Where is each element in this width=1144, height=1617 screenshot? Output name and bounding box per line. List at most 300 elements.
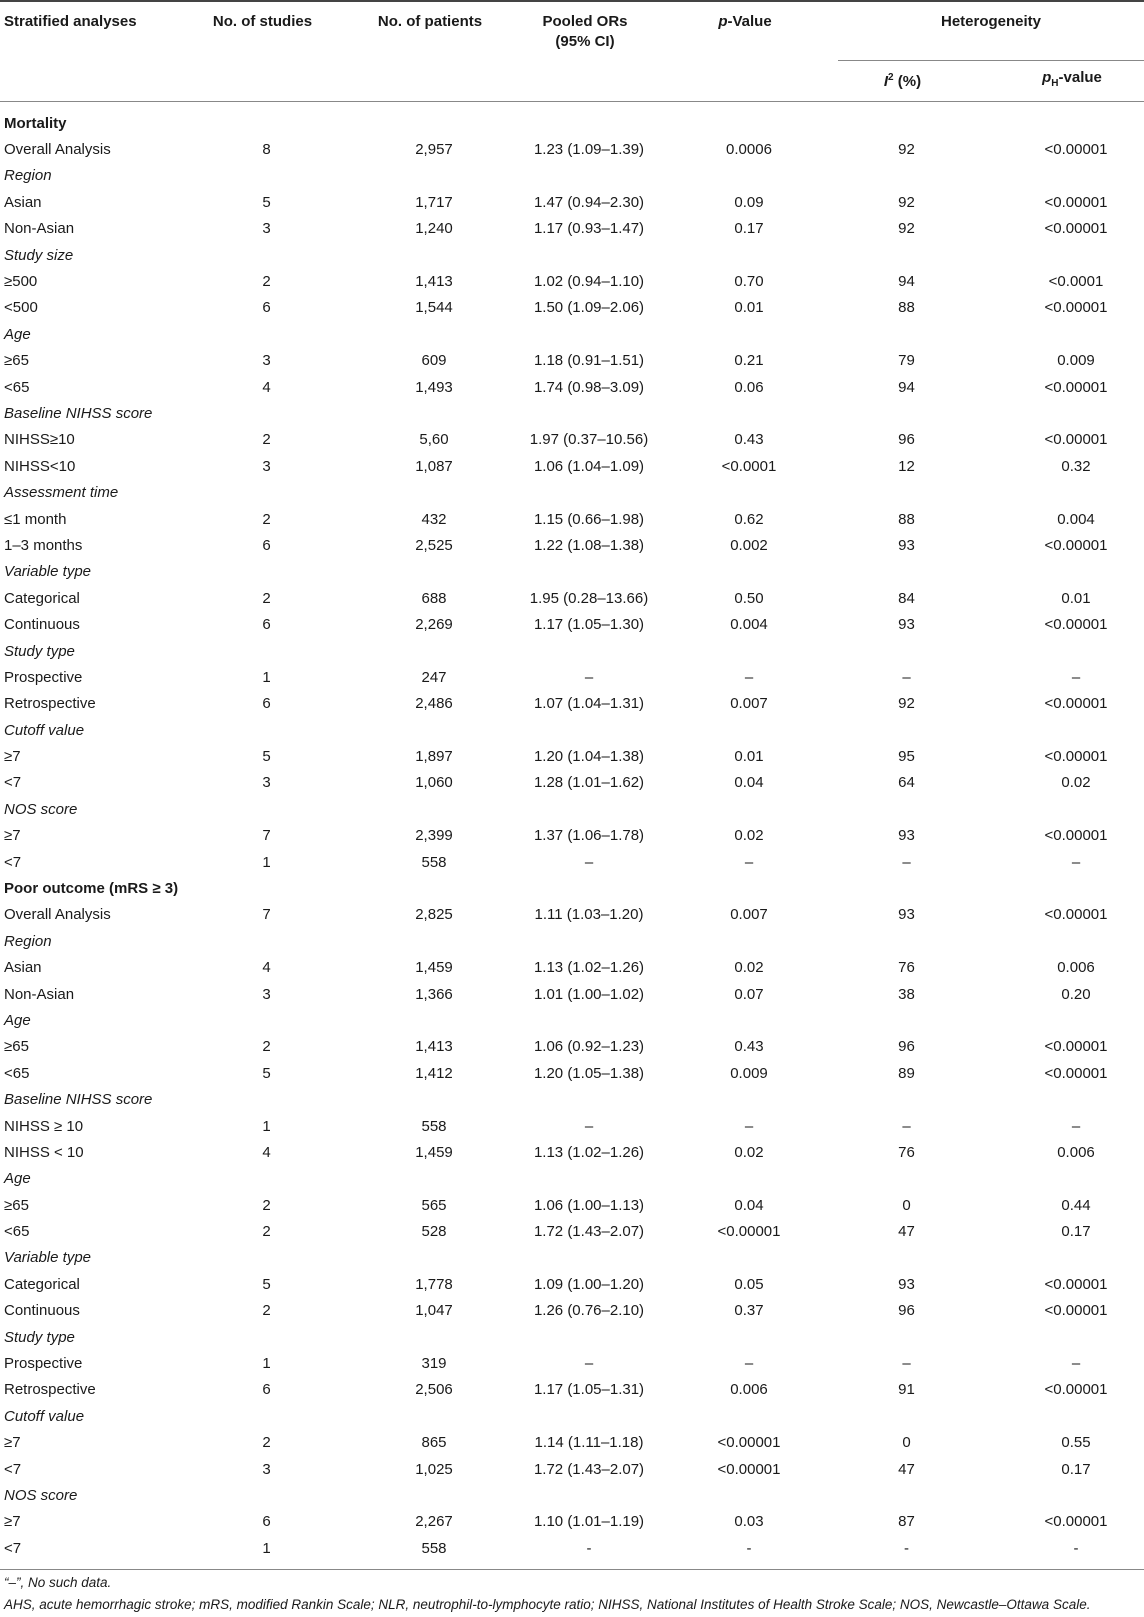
ph-value-cell: 0.20 bbox=[1061, 985, 1091, 1003]
patients-cell bbox=[379, 875, 489, 901]
pooled-or-cell: – bbox=[584, 853, 594, 871]
p-value-cell: 0.04 bbox=[734, 1196, 764, 1214]
studies-cell: 6 bbox=[262, 616, 271, 634]
studies-cell bbox=[154, 163, 379, 189]
p-value-cell: 0.02 bbox=[734, 1143, 764, 1161]
ph-value-cell: – bbox=[1071, 668, 1081, 686]
pooled-or-cell: 1.26 (0.76–2.10) bbox=[533, 1302, 645, 1320]
studies-cell: 1 bbox=[262, 1117, 271, 1135]
ph-value-cell bbox=[1004, 717, 1144, 743]
p-value-cell: 0.07 bbox=[734, 985, 764, 1003]
table-row bbox=[0, 1218, 1144, 1244]
i2-cell bbox=[809, 479, 1004, 505]
row-label: Assessment time bbox=[4, 484, 119, 502]
patients-cell bbox=[379, 1166, 489, 1192]
pooled-or-cell: 1.37 (1.06–1.78) bbox=[533, 827, 645, 845]
ph-value-cell: <0.00001 bbox=[1044, 378, 1108, 396]
i2-cell: - bbox=[904, 1539, 909, 1557]
patients-cell bbox=[379, 796, 489, 822]
i2-cell bbox=[809, 163, 1004, 189]
table-row bbox=[0, 1535, 1144, 1561]
footnote-abbreviations: AHS, acute hemorrhagic stroke; mRS, modified Rankin Scale; NLR, neutrophil-to-lymphocyte ratio; NIHSS, National Institutes of Health Stroke Scale; NOS, Newcastle–Ottawa Scale. bbox=[4, 1597, 1091, 1612]
ph-value-cell: 0.17 bbox=[1061, 1223, 1091, 1241]
row-label: Age bbox=[4, 1170, 31, 1188]
table-row bbox=[0, 611, 1144, 637]
row-label: ≥65 bbox=[4, 352, 29, 370]
studies-cell bbox=[154, 796, 379, 822]
patients-cell: 565 bbox=[421, 1196, 447, 1214]
row-label: Cutoff value bbox=[4, 1407, 85, 1425]
p-value-cell: 0.007 bbox=[730, 695, 768, 713]
table-row bbox=[0, 1139, 1144, 1165]
row-label: Mortality bbox=[4, 114, 67, 132]
p-value-cell bbox=[689, 928, 809, 954]
patients-cell: 1,544 bbox=[415, 299, 453, 317]
row-label: Asian bbox=[4, 193, 42, 211]
ph-value-cell: <0.00001 bbox=[1044, 193, 1108, 211]
row-label: NOS score bbox=[4, 1487, 78, 1504]
studies-cell: 3 bbox=[262, 985, 271, 1003]
p-value-cell bbox=[689, 479, 809, 505]
p-value-cell: 0.004 bbox=[730, 616, 768, 634]
row-label: ≥7 bbox=[4, 1513, 21, 1531]
studies-cell: 3 bbox=[262, 352, 271, 370]
ph-value-cell: <0.00001 bbox=[1044, 536, 1108, 554]
studies-cell bbox=[154, 1403, 379, 1429]
p-value-cell: 0.02 bbox=[734, 827, 764, 845]
p-value-cell: 0.05 bbox=[734, 1275, 764, 1293]
pooled-or-cell: – bbox=[584, 1117, 594, 1135]
i2-cell: 88 bbox=[898, 510, 915, 528]
pooled-or-cell: 1.74 (0.98–3.09) bbox=[533, 378, 645, 396]
patients-cell: 1,087 bbox=[415, 457, 453, 475]
patients-cell: 1,366 bbox=[415, 985, 453, 1003]
studies-cell bbox=[154, 928, 379, 954]
row-label: ≤1 month bbox=[4, 510, 67, 528]
patients-cell bbox=[379, 717, 489, 743]
i2-cell bbox=[809, 638, 1004, 664]
ph-value-cell: 0.004 bbox=[1057, 510, 1095, 528]
row-label: Age bbox=[4, 1011, 31, 1029]
header-i2-rest: (%) bbox=[893, 73, 922, 90]
pooled-or-cell: 1.06 (1.00–1.13) bbox=[533, 1196, 645, 1214]
i2-cell bbox=[809, 1007, 1004, 1033]
p-value-cell bbox=[689, 242, 809, 268]
pooled-or-cell: 1.14 (1.11–1.18) bbox=[534, 1434, 644, 1452]
studies-cell bbox=[154, 1245, 379, 1271]
studies-cell: 4 bbox=[262, 1143, 271, 1161]
i2-cell: 76 bbox=[898, 1143, 915, 1161]
p-value-cell: - bbox=[746, 1539, 752, 1557]
p-value-cell bbox=[689, 1086, 809, 1112]
ph-value-cell bbox=[1004, 110, 1144, 136]
p-value-cell: 0.007 bbox=[730, 906, 768, 924]
row-label: Prospective bbox=[4, 668, 83, 686]
ph-value-cell: <0.00001 bbox=[1044, 1513, 1108, 1531]
section-header-row bbox=[0, 110, 1144, 136]
p-value-cell bbox=[689, 1166, 809, 1192]
i2-cell bbox=[809, 1166, 1004, 1192]
pooled-or-cell bbox=[489, 110, 689, 136]
section-header-row bbox=[0, 875, 1144, 901]
pooled-or-cell: 1.18 (0.91–1.51) bbox=[533, 352, 645, 370]
header-ph-rest: -value bbox=[1058, 69, 1102, 86]
p-value-cell bbox=[689, 163, 809, 189]
p-value-cell: 0.009 bbox=[730, 1064, 768, 1082]
studies-cell: 5 bbox=[262, 748, 271, 766]
studies-cell: 2 bbox=[262, 589, 271, 607]
patients-cell: 558 bbox=[421, 853, 447, 871]
i2-cell: 96 bbox=[898, 1302, 915, 1320]
p-value-cell bbox=[689, 400, 809, 426]
ph-value-cell bbox=[1004, 1245, 1144, 1271]
i2-cell: – bbox=[902, 1117, 911, 1135]
subgroup-header-row bbox=[0, 1007, 1144, 1033]
subgroup-header-row bbox=[0, 163, 1144, 189]
pooled-or-cell: 1.06 (0.92–1.23) bbox=[533, 1038, 645, 1056]
p-value-cell: 0.50 bbox=[734, 589, 764, 607]
table-row bbox=[0, 585, 1144, 611]
patients-cell bbox=[379, 479, 489, 505]
row-label: NIHSS < 10 bbox=[4, 1143, 84, 1161]
studies-cell bbox=[154, 110, 379, 136]
patients-cell: 1,459 bbox=[415, 1143, 453, 1161]
i2-cell: 93 bbox=[898, 906, 915, 924]
pooled-or-cell bbox=[489, 1324, 689, 1350]
i2-cell bbox=[809, 1482, 1004, 1508]
row-label: ≥65 bbox=[4, 1196, 29, 1214]
ph-value-cell: 0.006 bbox=[1057, 959, 1095, 977]
ph-value-cell: <0.00001 bbox=[1044, 1302, 1108, 1320]
i2-cell: – bbox=[902, 1355, 911, 1373]
heterogeneity-rule bbox=[838, 60, 1144, 61]
i2-cell bbox=[809, 559, 1004, 585]
patients-cell: 432 bbox=[421, 510, 447, 528]
pooled-or-cell bbox=[489, 717, 689, 743]
p-value-cell: 0.06 bbox=[734, 378, 764, 396]
row-label: Categorical bbox=[4, 1275, 80, 1293]
ph-value-cell: <0.00001 bbox=[1044, 616, 1108, 634]
ph-value-cell: 0.01 bbox=[1061, 589, 1091, 607]
ph-value-cell: <0.00001 bbox=[1044, 906, 1108, 924]
patients-cell: 528 bbox=[421, 1223, 447, 1241]
patients-cell bbox=[379, 163, 489, 189]
studies-cell: 2 bbox=[262, 1196, 271, 1214]
patients-cell: 609 bbox=[421, 352, 447, 370]
ph-value-cell bbox=[1004, 638, 1144, 664]
row-label: Overall Analysis bbox=[4, 906, 111, 924]
patients-cell bbox=[379, 928, 489, 954]
table-row bbox=[0, 1271, 1144, 1297]
p-value-cell: 0.09 bbox=[734, 193, 764, 211]
patients-cell: 2,486 bbox=[415, 695, 453, 713]
i2-cell: 0 bbox=[902, 1196, 911, 1214]
patients-cell: 1,717 bbox=[415, 193, 453, 211]
studies-cell: 6 bbox=[262, 1381, 271, 1399]
p-value-cell: 0.04 bbox=[734, 774, 764, 792]
table-row bbox=[0, 1509, 1144, 1535]
i2-cell: 92 bbox=[898, 141, 915, 159]
row-label: Non-Asian bbox=[4, 985, 75, 1003]
patients-cell: 688 bbox=[421, 589, 447, 607]
i2-cell bbox=[809, 875, 1004, 901]
i2-cell: 64 bbox=[898, 774, 915, 792]
patients-cell bbox=[379, 1245, 489, 1271]
patients-cell bbox=[379, 1324, 489, 1350]
p-value-cell: <0.00001 bbox=[717, 1460, 781, 1478]
table-row bbox=[0, 743, 1144, 769]
ph-value-cell: <0.00001 bbox=[1044, 299, 1108, 317]
patients-cell: 1,025 bbox=[415, 1460, 453, 1478]
i2-cell: 47 bbox=[898, 1223, 915, 1241]
ph-value-cell: <0.0001 bbox=[1048, 273, 1104, 291]
header-i2-italic: I bbox=[883, 73, 889, 90]
table-row bbox=[0, 849, 1144, 875]
pooled-or-cell bbox=[489, 400, 689, 426]
table-row bbox=[0, 1298, 1144, 1324]
row-label: <500 bbox=[4, 299, 38, 317]
i2-cell bbox=[809, 1086, 1004, 1112]
ph-value-cell: – bbox=[1071, 1355, 1081, 1373]
ph-value-cell: <0.00001 bbox=[1044, 748, 1108, 766]
pooled-or-cell bbox=[489, 1482, 689, 1508]
subgroup-header-row bbox=[0, 638, 1144, 664]
i2-cell: – bbox=[902, 668, 911, 686]
patients-cell: 1,060 bbox=[415, 774, 453, 792]
studies-cell: 7 bbox=[262, 827, 271, 845]
studies-cell bbox=[154, 717, 379, 743]
subgroup-header-row bbox=[0, 796, 1144, 822]
table-row bbox=[0, 770, 1144, 796]
pooled-or-cell bbox=[489, 321, 689, 347]
patients-cell: 1,412 bbox=[415, 1064, 453, 1082]
studies-cell bbox=[154, 242, 379, 268]
studies-cell: 2 bbox=[262, 1302, 271, 1320]
p-value-cell: – bbox=[744, 668, 754, 686]
i2-cell bbox=[809, 1245, 1004, 1271]
table-row bbox=[0, 1456, 1144, 1482]
i2-cell: 47 bbox=[898, 1460, 915, 1478]
table-row bbox=[0, 216, 1144, 242]
header-stratified: Stratified analyses bbox=[4, 13, 137, 30]
pooled-or-cell: 1.17 (0.93–1.47) bbox=[533, 220, 645, 238]
row-label: NIHSS<10 bbox=[4, 457, 76, 475]
pooled-or-cell: 1.11 (1.03–1.20) bbox=[534, 906, 644, 924]
patients-cell: 1,459 bbox=[415, 959, 453, 977]
header-ph-sub: H bbox=[1051, 78, 1059, 89]
pooled-or-cell: 1.72 (1.43–2.07) bbox=[533, 1223, 645, 1241]
p-value-cell bbox=[689, 1007, 809, 1033]
row-label: Study size bbox=[4, 246, 74, 264]
subgroup-header-row bbox=[0, 1324, 1144, 1350]
subgroup-header-row bbox=[0, 242, 1144, 268]
p-value-cell: 0.43 bbox=[734, 431, 764, 449]
studies-cell bbox=[154, 1324, 379, 1350]
studies-cell: 2 bbox=[262, 1223, 271, 1241]
studies-cell bbox=[154, 1007, 379, 1033]
i2-cell: – bbox=[902, 853, 911, 871]
pooled-or-cell bbox=[489, 928, 689, 954]
p-value-cell: <0.00001 bbox=[717, 1434, 781, 1452]
ph-value-cell: 0.17 bbox=[1061, 1460, 1091, 1478]
p-value-cell: 0.02 bbox=[734, 959, 764, 977]
studies-cell: 3 bbox=[262, 1460, 271, 1478]
studies-cell bbox=[154, 321, 379, 347]
row-label: <65 bbox=[4, 1064, 30, 1082]
p-value-cell: 0.006 bbox=[730, 1381, 768, 1399]
studies-cell: 1 bbox=[262, 1539, 271, 1557]
row-label: Retrospective bbox=[4, 1381, 96, 1399]
header-pvalue-italic: p bbox=[718, 13, 728, 30]
table-row bbox=[0, 136, 1144, 162]
row-label: <7 bbox=[4, 774, 22, 792]
p-value-cell: 0.21 bbox=[734, 352, 764, 370]
p-value-cell: <0.00001 bbox=[717, 1223, 781, 1241]
studies-cell: 2 bbox=[262, 273, 271, 291]
p-value-cell: – bbox=[744, 853, 754, 871]
i2-cell bbox=[809, 717, 1004, 743]
pooled-or-cell: 1.13 (1.02–1.26) bbox=[533, 959, 645, 977]
studies-cell: 5 bbox=[262, 1275, 271, 1293]
p-value-cell: 0.37 bbox=[734, 1302, 764, 1320]
patients-cell bbox=[379, 1482, 489, 1508]
ph-value-cell bbox=[1004, 163, 1144, 189]
subgroup-header-row bbox=[0, 479, 1144, 505]
row-label: Baseline NIHSS score bbox=[4, 1091, 153, 1109]
p-value-cell: – bbox=[744, 1355, 754, 1373]
p-value-cell bbox=[689, 1324, 809, 1350]
studies-cell: 5 bbox=[262, 193, 271, 211]
pooled-or-cell bbox=[489, 1245, 689, 1271]
p-value-cell bbox=[689, 559, 809, 585]
patients-cell: 2,269 bbox=[415, 616, 453, 634]
header-pooled bbox=[485, 12, 685, 52]
studies-cell bbox=[154, 479, 379, 505]
row-label: <7 bbox=[4, 1460, 22, 1478]
row-label: Cutoff value bbox=[4, 721, 85, 739]
patients-cell: 2,399 bbox=[415, 827, 453, 845]
pooled-or-cell: - bbox=[586, 1539, 592, 1557]
row-label: Region bbox=[4, 932, 52, 950]
row-label: Poor outcome (mRS ≥ 3) bbox=[4, 880, 179, 898]
table-row bbox=[0, 1034, 1144, 1060]
p-value-cell: 0.43 bbox=[734, 1038, 764, 1056]
pooled-or-cell: 1.17 (1.05–1.31) bbox=[533, 1381, 645, 1399]
ph-value-cell: <0.00001 bbox=[1044, 431, 1108, 449]
p-value-cell: 0.70 bbox=[734, 273, 764, 291]
row-label: <65 bbox=[4, 1223, 30, 1241]
i2-cell: 93 bbox=[898, 827, 915, 845]
row-label: Variable type bbox=[4, 1249, 91, 1267]
p-value-cell bbox=[689, 110, 809, 136]
i2-cell: 92 bbox=[898, 193, 915, 211]
subgroup-header-row bbox=[0, 400, 1144, 426]
studies-cell: 6 bbox=[262, 695, 271, 713]
header-i2-sup: 2 bbox=[888, 72, 894, 83]
ph-value-cell bbox=[1004, 1086, 1144, 1112]
i2-cell bbox=[809, 242, 1004, 268]
subgroup-header-row bbox=[0, 321, 1144, 347]
ph-value-cell: <0.00001 bbox=[1044, 220, 1108, 238]
pooled-or-cell bbox=[489, 242, 689, 268]
ph-value-cell bbox=[1004, 1166, 1144, 1192]
pooled-or-cell: – bbox=[584, 668, 594, 686]
ph-value-cell: <0.00001 bbox=[1044, 1275, 1108, 1293]
row-label: ≥500 bbox=[4, 273, 38, 291]
i2-cell: 89 bbox=[898, 1064, 915, 1082]
i2-cell bbox=[809, 321, 1004, 347]
ph-value-cell: 0.44 bbox=[1061, 1196, 1091, 1214]
p-value-cell: 0.0006 bbox=[726, 141, 772, 159]
row-label: Age bbox=[4, 325, 31, 343]
patients-cell: 319 bbox=[421, 1355, 447, 1373]
studies-cell: 2 bbox=[262, 1038, 271, 1056]
i2-cell: 92 bbox=[898, 695, 915, 713]
i2-cell bbox=[809, 928, 1004, 954]
p-value-cell bbox=[689, 321, 809, 347]
row-label: <7 bbox=[4, 853, 22, 871]
p-value-cell bbox=[689, 638, 809, 664]
header-pooled-line1: Pooled ORs bbox=[542, 13, 628, 30]
p-value-cell: 0.002 bbox=[730, 536, 768, 554]
table-row bbox=[0, 348, 1144, 374]
row-label: NIHSS ≥ 10 bbox=[4, 1117, 84, 1135]
studies-cell: 5 bbox=[262, 1064, 271, 1082]
table-row bbox=[0, 664, 1144, 690]
table-row bbox=[0, 1060, 1144, 1086]
row-label: Retrospective bbox=[4, 695, 96, 713]
pooled-or-cell: 1.02 (0.94–1.10) bbox=[533, 273, 645, 291]
patients-cell: 2,525 bbox=[415, 536, 453, 554]
table-row bbox=[0, 1377, 1144, 1403]
patients-cell: 2,957 bbox=[415, 141, 453, 159]
i2-cell: 92 bbox=[898, 220, 915, 238]
i2-cell: 93 bbox=[898, 1275, 915, 1293]
studies-cell: 3 bbox=[262, 457, 271, 475]
ph-value-cell: <0.00001 bbox=[1044, 141, 1108, 159]
row-label: NOS score bbox=[4, 800, 78, 818]
studies-cell: 1 bbox=[262, 1355, 271, 1373]
patients-cell: 1,778 bbox=[415, 1275, 453, 1293]
p-value-cell: <0.0001 bbox=[721, 457, 777, 475]
results-table bbox=[0, 110, 1144, 1561]
studies-cell: 7 bbox=[262, 906, 271, 924]
ph-value-cell bbox=[1004, 321, 1144, 347]
i2-cell: 12 bbox=[898, 457, 915, 475]
top-rule bbox=[0, 0, 1144, 2]
header-heterogeneity: Heterogeneity bbox=[940, 13, 1042, 30]
patients-cell bbox=[379, 1086, 489, 1112]
pooled-or-cell bbox=[489, 638, 689, 664]
studies-cell bbox=[154, 875, 379, 901]
pooled-or-cell bbox=[489, 163, 689, 189]
table-row bbox=[0, 1430, 1144, 1456]
row-label: <65 bbox=[4, 378, 30, 396]
studies-cell: 6 bbox=[262, 1513, 271, 1531]
patients-cell bbox=[379, 321, 489, 347]
subgroup-header-row bbox=[0, 928, 1144, 954]
i2-cell: 84 bbox=[898, 589, 915, 607]
patients-cell bbox=[379, 559, 489, 585]
table-row bbox=[0, 691, 1144, 717]
studies-cell bbox=[154, 400, 379, 426]
patients-cell bbox=[379, 110, 489, 136]
pooled-or-cell bbox=[489, 479, 689, 505]
pooled-or-cell: 1.09 (1.00–1.20) bbox=[533, 1275, 645, 1293]
patients-cell: 1,240 bbox=[415, 220, 453, 238]
ph-value-cell: - bbox=[1073, 1539, 1079, 1557]
ph-value-cell: 0.02 bbox=[1061, 774, 1091, 792]
